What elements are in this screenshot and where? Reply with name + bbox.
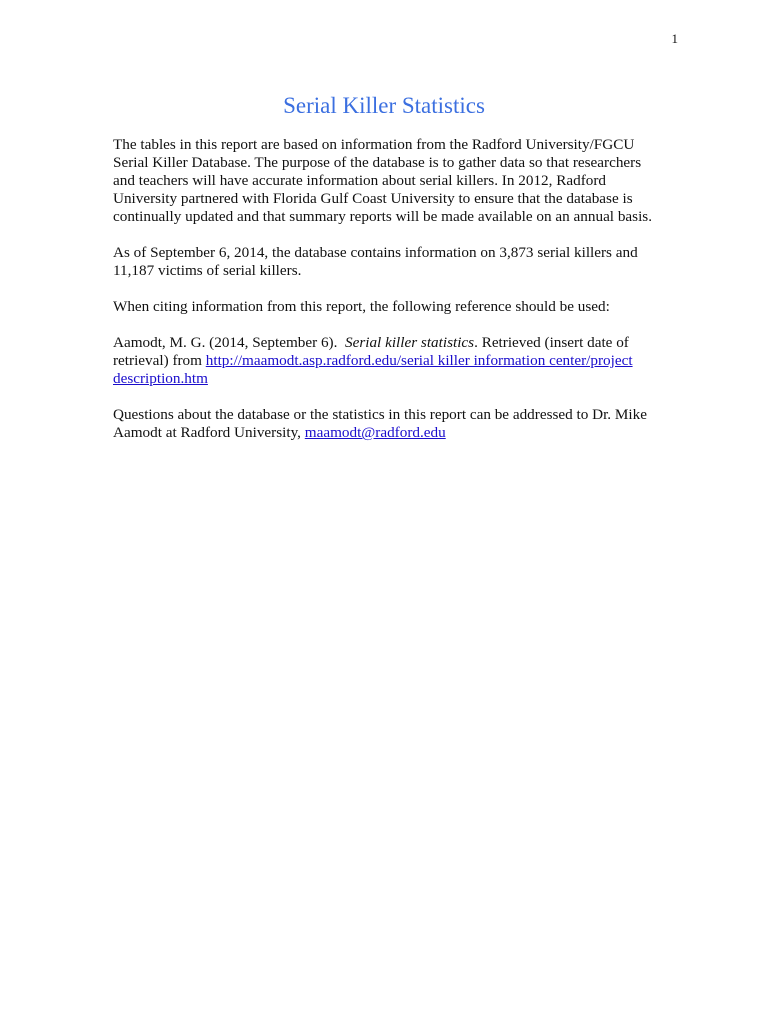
text-line: University partnered with Florida Gulf Coast University to ensure that the database is [113,190,633,207]
reference-line-3 [113,370,661,388]
reference-url-link[interactable]: http://maamodt.asp.radford.edu/serial killer information center/project [205,352,633,369]
text-line: Questions about the database or the statistics in this report can be addressed to Dr. Mike [113,406,647,423]
intro-paragraph [113,136,661,226]
text-line: As of September 6, 2014, the database contains information on 3,873 serial killers and [113,244,638,261]
reference-paragraph [113,334,661,388]
reference-line-2 [113,352,661,370]
reference-line-1 [113,334,661,352]
contact-prefix: Aamodt at Radford University, [113,424,305,441]
document-body [113,136,661,460]
text-line: continually updated and that summary reports will be made available on an annual basis. [113,208,653,225]
contact-line-2 [113,424,661,442]
reference-italic-title: Serial killer statistics [345,334,475,351]
reference-url-link-continued[interactable]: description.htm [113,370,208,387]
text-line: The tables in this report are based on information from the Radford University/FGCU [113,136,635,153]
page-number: 1 [671,31,678,46]
email-link[interactable]: maamodt@radford.edu [304,424,446,441]
text-line: When citing information from this report, the following reference should be used: [113,298,610,315]
reference-line2-prefix: retrieval) from [113,352,206,369]
text-line: 11,187 victims of serial killers. [113,262,302,279]
citation-instruction-paragraph [113,298,661,316]
text-line: Serial Killer Database. The purpose of the database is to gather data so that researchers [113,154,642,171]
text-line: and teachers will have accurate information about serial killers. In 2012, Radford [113,172,606,189]
reference-after-title: . Retrieved (insert date of [474,334,629,351]
database-count-paragraph [113,244,661,280]
contact-paragraph [113,406,661,442]
document-title: Serial Killer Statistics [283,93,485,118]
reference-prefix: Aamodt, M. G. (2014, September 6). [113,334,345,351]
